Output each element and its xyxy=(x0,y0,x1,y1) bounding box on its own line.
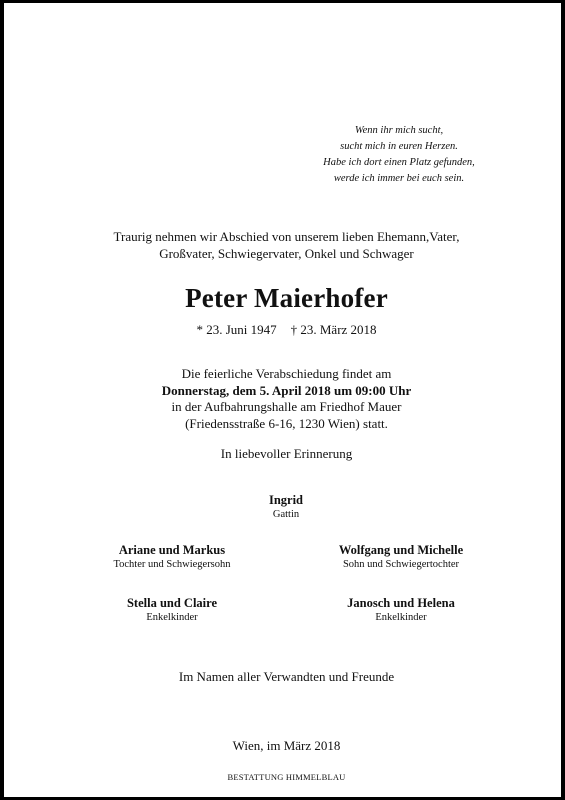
ceremony-line: Die feierliche Verabschiedung findet am xyxy=(181,366,392,381)
closing-text: Im Namen aller Verwandten und Freunde xyxy=(178,669,395,684)
intro-line: Traurig nehmen wir Abschied von unserem lieben Ehemann,Vater, xyxy=(113,229,460,244)
mourner-role: Sohn und Schwiegertochter xyxy=(342,559,460,570)
mourner-ingrid xyxy=(176,493,396,522)
mourner-name: Janosch und Helena xyxy=(347,596,455,610)
birth-date: * 23. Juni 1947 xyxy=(196,322,277,337)
poem xyxy=(304,123,494,187)
death-date: † 23. März 2018 xyxy=(290,322,377,337)
poem-line: sucht mich in euren Herzen. xyxy=(340,141,458,152)
mourner-role: Gattin xyxy=(272,509,300,520)
ceremony-date-time: Donnerstag, dem 5. April 2018 um 09:00 Uhr xyxy=(161,382,412,398)
mourner-janosch xyxy=(291,596,511,625)
intro-line: Großvater, Schwiegervater, Onkel und Schwager xyxy=(159,246,414,261)
mourner-role: Tochter und Schwiegersohn xyxy=(113,559,231,570)
poem-line: Wenn ihr mich sucht, xyxy=(354,125,444,136)
mourner-name: Stella und Claire xyxy=(126,596,218,610)
deceased-name: Peter Maierhofer xyxy=(185,283,388,313)
ceremony-info xyxy=(4,366,565,432)
poem-line: werde ich immer bei euch sein. xyxy=(333,173,465,184)
place-date: Wien, im März 2018 xyxy=(232,738,341,753)
life-dates xyxy=(4,322,565,338)
funeral-home: BESTATTUNG HIMMELBLAU xyxy=(227,772,346,782)
mourner-role: Enkelkinder xyxy=(146,612,198,623)
mourner-name: Ariane und Markus xyxy=(118,543,226,557)
mourner-ariane xyxy=(62,543,282,572)
ceremony-line: in der Aufbahrungshalle am Friedhof Mauer xyxy=(171,399,402,414)
mourner-name: Ingrid xyxy=(268,493,304,507)
mourner-name: Wolfgang und Michelle xyxy=(338,543,464,557)
mourner-stella xyxy=(62,596,282,625)
memory-text: In liebevoller Erinnerung xyxy=(220,446,353,461)
intro-text xyxy=(4,228,565,262)
mourner-role: Enkelkinder xyxy=(375,612,427,623)
ceremony-line: (Friedensstraße 6-16, 1230 Wien) statt. xyxy=(185,415,388,431)
mourner-wolfgang xyxy=(291,543,511,572)
poem-line: Habe ich dort einen Platz gefunden, xyxy=(323,157,475,168)
